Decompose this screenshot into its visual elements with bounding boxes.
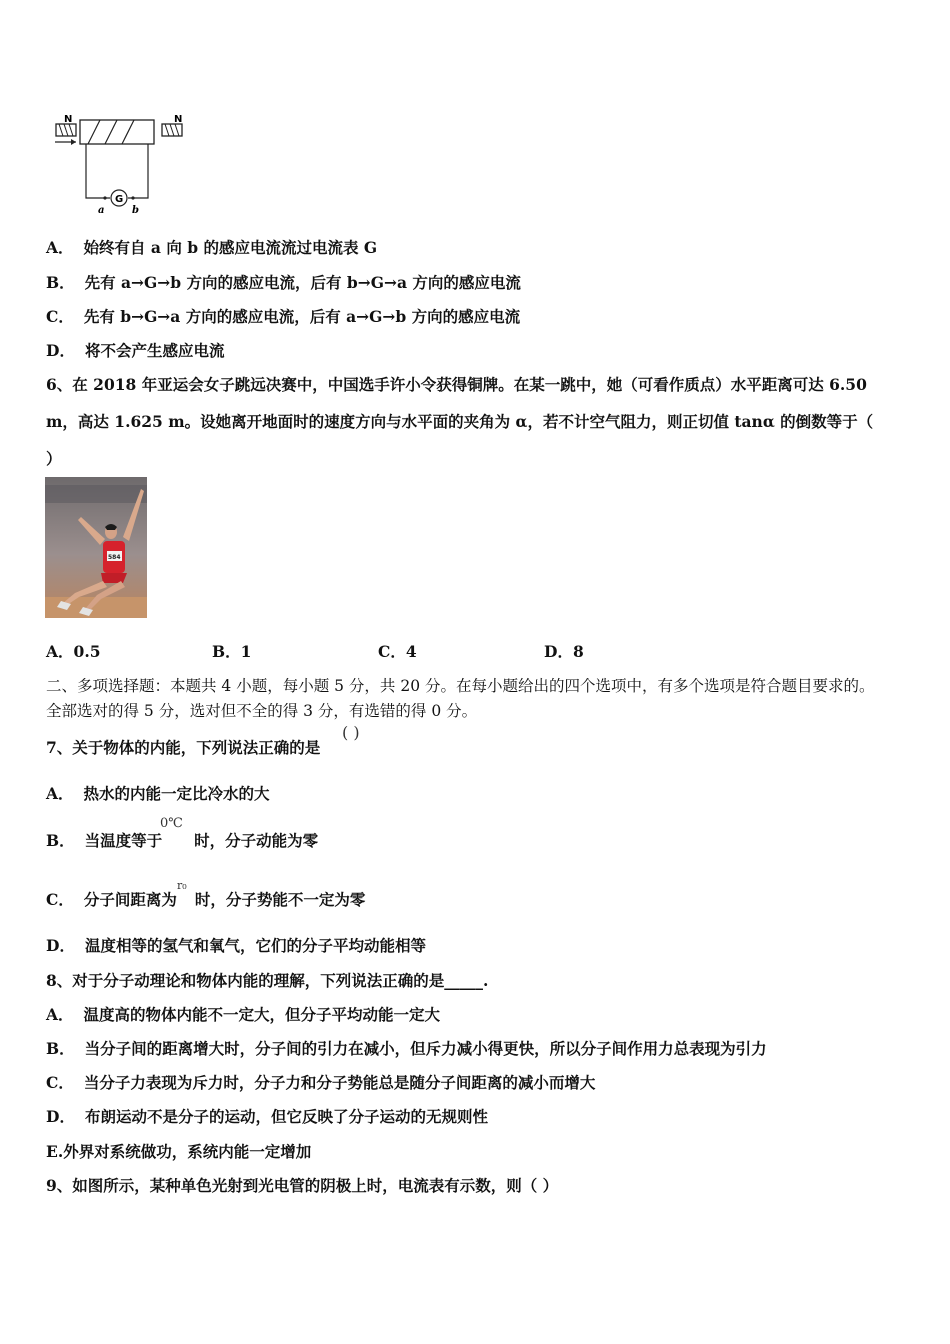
bib-number: 584 bbox=[108, 554, 121, 561]
q8-option-c bbox=[46, 1071, 595, 1093]
q7-answer-paren: ( ) bbox=[342, 723, 360, 742]
q8-option-b bbox=[46, 1037, 767, 1059]
option-label: C． bbox=[46, 307, 74, 326]
option-text: 分子间距离为 bbox=[83, 890, 177, 909]
option-text: 温度相等的氢气和氧气，它们的分子平均动能相等 bbox=[84, 936, 426, 955]
option-text: 先有 a→G→b 方向的感应电流，后有 b→G→a 方向的感应电流 bbox=[84, 273, 521, 292]
q9-stem: 9、如图所示，某种单色光射到光电管的阴极上时，电流表有示数，则（ ） bbox=[46, 1176, 559, 1195]
option-text: 时，分子动能为零 bbox=[194, 831, 319, 850]
option-text: 当分子力表现为斥力时，分子力和分子势能总是随分子间距离的减小而增大 bbox=[83, 1073, 596, 1092]
option-label: B． bbox=[46, 1039, 75, 1058]
q7-option-a bbox=[46, 782, 270, 804]
option-label: D． bbox=[46, 1107, 75, 1126]
option-label: D． bbox=[544, 642, 573, 661]
q8-stem: 8、对于分子动理论和物体内能的理解，下列说法正确的是_____. bbox=[46, 971, 489, 990]
option-label: B． bbox=[212, 642, 241, 661]
option-text: 当分子间的距离增大时，分子间的引力在减小，但斥力减小得更快，所以分子间作用力总表现为引力 bbox=[84, 1039, 767, 1058]
option-text: 8 bbox=[572, 642, 584, 661]
q8-option-d bbox=[46, 1105, 488, 1127]
option-text: 布朗运动不是分子的运动，但它反映了分子运动的无规则性 bbox=[84, 1107, 488, 1126]
q6-stem-line2: m，高达 1.625 m。设她离开地面时的速度方向与水平面的夹角为 α，若不计空气阻力，则正切值 tanα 的倒数等于（ bbox=[46, 412, 874, 431]
option-label: B． bbox=[46, 273, 75, 292]
galvanometer-label: G bbox=[115, 194, 124, 205]
q7-option-c bbox=[46, 888, 365, 910]
terminal-a-label: a bbox=[98, 205, 105, 216]
left-magnet-label: N bbox=[64, 114, 73, 125]
q6-options bbox=[46, 640, 906, 662]
circuit-diagram bbox=[50, 112, 190, 217]
option-label: C． bbox=[46, 1073, 74, 1092]
q7-option-d bbox=[46, 934, 426, 956]
option-text: 当温度等于 bbox=[84, 831, 163, 850]
q5-option-c bbox=[46, 305, 520, 327]
option-text: 时，分子势能不一定为零 bbox=[194, 890, 366, 909]
option-text: 外界对系统做功，系统内能一定增加 bbox=[63, 1142, 312, 1161]
option-text: 4 bbox=[405, 642, 417, 661]
long-jump-photo bbox=[45, 477, 147, 618]
option-label: A． bbox=[46, 238, 74, 257]
terminal-b-label: b bbox=[132, 205, 139, 216]
option-text: 热水的内能一定比冷水的大 bbox=[83, 784, 270, 803]
section2-heading-line2: 全部选对的得 5 分，选对但不全的得 3 分，有选错的得 0 分。 bbox=[46, 702, 478, 720]
option-label: B． bbox=[46, 831, 75, 850]
right-magnet-label: N bbox=[174, 114, 183, 125]
q6-option-d bbox=[544, 640, 710, 662]
zero-celsius-math: 0℃ bbox=[160, 816, 183, 831]
option-label: A． bbox=[46, 642, 74, 661]
option-text: 将不会产生感应电流 bbox=[84, 341, 225, 360]
q5-option-d bbox=[46, 339, 224, 361]
q6-stem-line1: 6、在 2018 年亚运会女子跳远决赛中，中国选手许小令获得铜牌。在某一跳中，她（可看作质点）水平距离可达 6.50 bbox=[46, 375, 867, 394]
q5-option-a bbox=[46, 236, 377, 258]
left-magnet bbox=[55, 114, 76, 145]
section2-heading-line1: 二、多项选择题：本题共 4 小题，每小题 5 分，共 20 分。在每小题给出的四个选项中，有多个选项是符合题目要求的。 bbox=[46, 677, 875, 695]
option-label: A． bbox=[46, 784, 74, 803]
q6-stem-line3: ） bbox=[46, 449, 62, 468]
q6-option-b bbox=[212, 640, 378, 662]
q7-stem: 7、关于物体的内能，下列说法正确的是 bbox=[46, 738, 321, 757]
option-text: 1 bbox=[240, 642, 252, 661]
coil bbox=[80, 120, 154, 144]
q8-option-a bbox=[46, 1003, 440, 1025]
option-label: C． bbox=[378, 642, 406, 661]
option-label: A． bbox=[46, 1005, 74, 1024]
option-text: 温度高的物体内能不一定大，但分子平均动能一定大 bbox=[83, 1005, 441, 1024]
right-magnet bbox=[162, 114, 182, 136]
option-label: C． bbox=[46, 890, 74, 909]
q5-option-b bbox=[46, 271, 521, 293]
q7-option-b bbox=[46, 829, 318, 851]
option-label: E. bbox=[46, 1142, 64, 1161]
r0-math: r₀ bbox=[177, 879, 187, 892]
option-text: 始终有自 a 向 b 的感应电流流过电流表 G bbox=[83, 238, 378, 257]
q6-option-c bbox=[378, 640, 544, 662]
option-text: 0.5 bbox=[73, 642, 101, 661]
option-label: D． bbox=[46, 936, 75, 955]
option-text: 先有 b→G→a 方向的感应电流，后有 a→G→b 方向的感应电流 bbox=[83, 307, 521, 326]
q8-option-e bbox=[46, 1140, 311, 1162]
option-label: D． bbox=[46, 341, 75, 360]
q6-option-a bbox=[46, 640, 212, 662]
